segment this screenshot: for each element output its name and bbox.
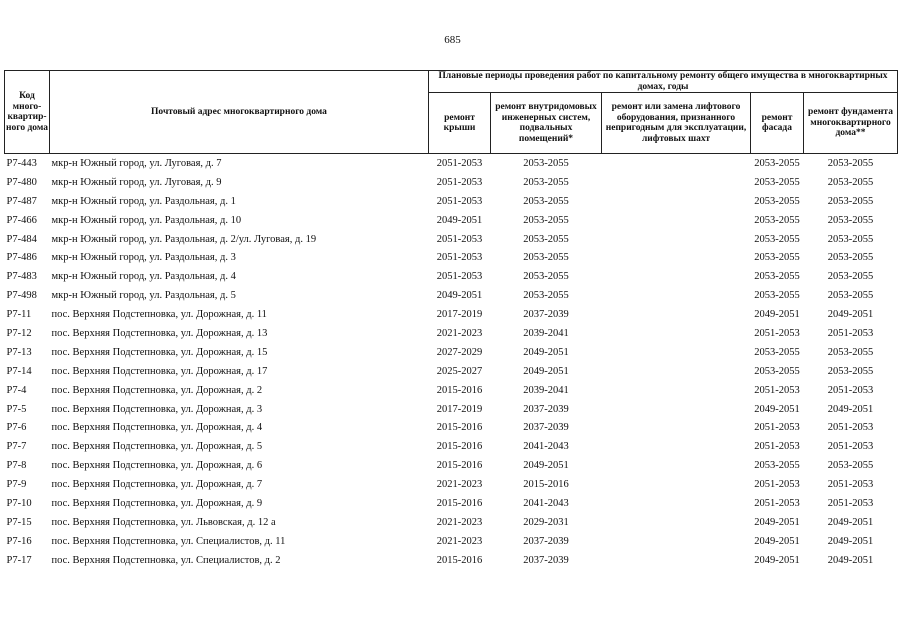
cell-systems: 2041-2043	[523, 497, 569, 509]
cell-roof: 2051-2053	[429, 154, 491, 173]
cell-elevator	[602, 230, 751, 249]
cell-roof: 2017-2019	[436, 403, 483, 415]
table-row	[5, 418, 898, 437]
cell-elevator	[602, 381, 751, 400]
cell-code: P7-4	[6, 384, 27, 396]
cell-facade: 2051-2053	[754, 327, 800, 339]
cell-roof: 2015-2016	[436, 384, 483, 396]
cell-address: мкр-н Южный город, ул. Раздольная, д. 10	[51, 214, 242, 226]
cell-address: пос. Верхняя Подстепновка, ул. Дорожная, д. 5	[51, 441, 263, 453]
cell-elevator	[602, 267, 751, 286]
cell-systems: 2037-2039	[523, 422, 569, 434]
cell-foundation: 2053-2055	[827, 365, 874, 377]
cell-foundation: 2049-2051	[827, 535, 874, 547]
header-address: Почтовый адрес многоквартирного дома	[50, 71, 429, 154]
table-row	[5, 305, 898, 324]
cell-systems: 2053-2055	[491, 154, 602, 173]
header-periods: Плановые периоды проведения работ по капитальному ремонту общего имущества в многоквартирных домах, годы	[429, 71, 898, 93]
cell-code: P7-17	[6, 554, 32, 566]
cell-address: пос. Верхняя Подстепновка, ул. Дорожная, д. 9	[51, 497, 263, 509]
cell-facade: 2053-2055	[754, 346, 800, 358]
cell-roof: 2051-2053	[436, 233, 483, 245]
cell-systems: 2049-2051	[523, 365, 569, 377]
cell-roof: 2025-2027	[436, 365, 483, 377]
cell-address: пос. Верхняя Подстепновка, ул. Дорожная, д. 6	[51, 460, 263, 472]
cell-address: пос. Верхняя Подстепновка, ул. Львовская, д. 12 а	[51, 516, 276, 528]
table-row	[5, 154, 898, 173]
cell-facade: 2049-2051	[754, 309, 800, 321]
cell-foundation: 2049-2051	[827, 403, 874, 415]
cell-foundation: 2051-2053	[827, 384, 874, 396]
cell-foundation: 2049-2051	[827, 309, 874, 321]
cell-roof: 2015-2016	[436, 554, 483, 566]
cell-code: P7-483	[6, 271, 37, 283]
cell-systems: 2053-2055	[523, 214, 569, 226]
table-row	[5, 456, 898, 475]
cell-systems: 2037-2039	[523, 554, 569, 566]
cell-facade: 2049-2051	[754, 535, 800, 547]
cell-systems: 2039-2041	[523, 327, 569, 339]
cell-systems: 2037-2039	[523, 403, 569, 415]
cell-roof: 2021-2023	[436, 479, 483, 491]
cell-elevator	[602, 362, 751, 381]
header-roof: ремонт крыши	[429, 93, 491, 154]
cell-systems: 2053-2055	[523, 233, 569, 245]
cell-code: P7-6	[6, 422, 27, 434]
cell-code: P7-7	[6, 441, 27, 453]
table-row	[5, 192, 898, 211]
cell-address: мкр-н Южный город, ул. Раздольная, д. 5	[51, 290, 236, 302]
table-row	[5, 286, 898, 305]
table-row	[5, 248, 898, 267]
cell-foundation: 2053-2055	[827, 233, 874, 245]
cell-systems: 2015-2016	[523, 479, 569, 491]
cell-systems: 2029-2031	[523, 516, 569, 528]
cell-roof: 2051-2053	[436, 195, 483, 207]
cell-roof: 2027-2029	[436, 346, 483, 358]
cell-elevator	[602, 456, 751, 475]
cell-roof: 2051-2053	[436, 271, 483, 283]
cell-facade: 2049-2051	[754, 554, 800, 566]
cell-roof: 2015-2016	[436, 497, 483, 509]
cell-address: мкр-н Южный город, ул. Раздольная, д. 3	[51, 252, 236, 264]
cell-systems: 2037-2039	[523, 535, 569, 547]
cell-facade: 2053-2055	[754, 233, 800, 245]
cell-code: P7-484	[6, 233, 37, 245]
cell-foundation: 2051-2053	[827, 497, 874, 509]
cell-facade: 2051-2053	[754, 479, 800, 491]
table-row	[5, 400, 898, 419]
cell-foundation: 2053-2055	[827, 195, 874, 207]
cell-foundation: 2053-2055	[827, 460, 874, 472]
cell-foundation: 2051-2053	[827, 441, 874, 453]
cell-foundation: 2053-2055	[827, 252, 874, 264]
cell-code: P7-498	[6, 290, 37, 302]
cell-elevator	[602, 532, 751, 551]
table-row	[5, 230, 898, 249]
cell-facade: 2053-2055	[751, 154, 804, 173]
cell-elevator	[602, 173, 751, 192]
cell-systems: 2053-2055	[523, 252, 569, 264]
cell-code: P7-9	[6, 479, 27, 491]
cell-code: P7-16	[6, 535, 32, 547]
cell-code: P7-14	[6, 365, 32, 377]
table-row	[5, 173, 898, 192]
cell-address: мкр-н Южный город, ул. Луговая, д. 7	[50, 154, 429, 173]
table-header	[5, 71, 898, 154]
cell-code: P7-5	[6, 403, 27, 415]
table-row	[5, 475, 898, 494]
cell-elevator	[602, 286, 751, 305]
cell-systems: 2053-2055	[523, 195, 569, 207]
cell-elevator	[602, 551, 751, 570]
cell-facade: 2053-2055	[754, 271, 800, 283]
cell-systems: 2039-2041	[523, 384, 569, 396]
cell-facade: 2053-2055	[754, 214, 800, 226]
cell-address: мкр-н Южный город, ул. Луговая, д. 9	[51, 176, 222, 188]
cell-elevator	[602, 305, 751, 324]
cell-elevator	[602, 513, 751, 532]
cell-address: пос. Верхняя Подстепновка, ул. Дорожная, д. 11	[51, 309, 267, 321]
table-row	[5, 267, 898, 286]
cell-elevator	[602, 154, 751, 173]
cell-foundation: 2053-2055	[827, 290, 874, 302]
cell-roof: 2049-2051	[436, 214, 483, 226]
cell-code: P7-466	[6, 214, 37, 226]
cell-roof: 2021-2023	[436, 516, 483, 528]
cell-roof: 2015-2016	[436, 460, 483, 472]
table-row	[5, 551, 898, 570]
cell-elevator	[602, 324, 751, 343]
cell-address: мкр-н Южный город, ул. Раздольная, д. 4	[51, 271, 236, 283]
cell-systems: 2041-2043	[523, 441, 569, 453]
cell-facade: 2051-2053	[754, 497, 800, 509]
cell-code: P7-11	[6, 309, 32, 321]
cell-address: пос. Верхняя Подстепновка, ул. Дорожная, д. 13	[51, 327, 268, 339]
header-facade: ремонт фасада	[751, 93, 804, 154]
cell-facade: 2051-2053	[754, 441, 800, 453]
table-body	[5, 154, 898, 570]
cell-systems: 2053-2055	[523, 176, 569, 188]
cell-foundation: 2053-2055	[804, 154, 898, 173]
cell-code: P7-15	[6, 516, 32, 528]
cell-elevator	[602, 192, 751, 211]
cell-address: пос. Верхняя Подстепновка, ул. Специалистов, д. 11	[51, 535, 286, 547]
cell-address: пос. Верхняя Подстепновка, ул. Специалистов, д. 2	[51, 554, 281, 566]
cell-foundation: 2049-2051	[827, 516, 874, 528]
cell-facade: 2053-2055	[754, 460, 800, 472]
cell-roof: 2017-2019	[436, 309, 483, 321]
table-row	[5, 532, 898, 551]
cell-address: пос. Верхняя Подстепновка, ул. Дорожная, д. 15	[51, 346, 268, 358]
cell-facade: 2053-2055	[754, 290, 800, 302]
cell-code: P7-487	[6, 195, 37, 207]
cell-systems: 2049-2051	[523, 460, 569, 472]
cell-elevator	[602, 418, 751, 437]
cell-code: P7-12	[6, 327, 32, 339]
cell-facade: 2049-2051	[754, 403, 800, 415]
page-number: 685	[444, 34, 461, 46]
table-row	[5, 343, 898, 362]
cell-code: P7-443	[5, 154, 50, 173]
cell-code: P7-8	[6, 460, 27, 472]
cell-elevator	[602, 494, 751, 513]
cell-facade: 2053-2055	[754, 252, 800, 264]
cell-facade: 2053-2055	[754, 176, 800, 188]
repair-schedule-table	[4, 70, 898, 570]
cell-roof: 2015-2016	[436, 441, 483, 453]
cell-roof: 2021-2023	[436, 535, 483, 547]
cell-facade: 2053-2055	[754, 195, 800, 207]
cell-code: P7-480	[6, 176, 37, 188]
cell-roof: 2051-2053	[436, 252, 483, 264]
cell-code: P7-486	[6, 252, 37, 264]
cell-roof: 2049-2051	[436, 290, 483, 302]
cell-address: пос. Верхняя Подстепновка, ул. Дорожная, д. 7	[51, 479, 263, 491]
table-row	[5, 513, 898, 532]
cell-foundation: 2049-2051	[827, 554, 874, 566]
table-row	[5, 324, 898, 343]
cell-facade: 2053-2055	[754, 365, 800, 377]
cell-systems: 2049-2051	[523, 346, 569, 358]
cell-elevator	[602, 475, 751, 494]
cell-code: P7-13	[6, 346, 32, 358]
cell-address: мкр-н Южный город, ул. Раздольная, д. 2/ул. Луговая, д. 19	[51, 233, 317, 245]
cell-foundation: 2053-2055	[827, 176, 874, 188]
cell-address: пос. Верхняя Подстепновка, ул. Дорожная, д. 3	[51, 403, 263, 415]
cell-roof: 2015-2016	[436, 422, 483, 434]
cell-address: пос. Верхняя Подстепновка, ул. Дорожная, д. 2	[51, 384, 263, 396]
cell-foundation: 2051-2053	[827, 327, 874, 339]
header-code: Код много-квартир-ного дома	[5, 71, 50, 154]
cell-elevator	[602, 248, 751, 267]
cell-elevator	[602, 437, 751, 456]
cell-code: P7-10	[6, 497, 32, 509]
cell-facade: 2051-2053	[754, 384, 800, 396]
header-foundation: ремонт фундамента многоквартирного дома**	[804, 93, 898, 154]
cell-foundation: 2053-2055	[827, 214, 874, 226]
table-row	[5, 211, 898, 230]
cell-address: пос. Верхняя Подстепновка, ул. Дорожная, д. 4	[51, 422, 263, 434]
cell-foundation: 2051-2053	[827, 479, 874, 491]
header-systems: ремонт внутридомовых инженерных систем, подвальных помещений*	[491, 93, 602, 154]
cell-address: пос. Верхняя Подстепновка, ул. Дорожная, д. 17	[51, 365, 268, 377]
cell-address: мкр-н Южный город, ул. Раздольная, д. 1	[51, 195, 236, 207]
table-row	[5, 362, 898, 381]
cell-systems: 2037-2039	[523, 309, 569, 321]
cell-foundation: 2053-2055	[827, 271, 874, 283]
cell-roof: 2021-2023	[436, 327, 483, 339]
cell-systems: 2053-2055	[523, 271, 569, 283]
table-row	[5, 494, 898, 513]
cell-facade: 2051-2053	[754, 422, 800, 434]
cell-facade: 2049-2051	[754, 516, 800, 528]
table-row	[5, 381, 898, 400]
header-elevator: ремонт или замена лифтового оборудования, признанного непригодным для эксплуатации, лифтовых шахт	[602, 93, 751, 154]
table-row	[5, 437, 898, 456]
cell-elevator	[602, 211, 751, 230]
cell-systems: 2053-2055	[523, 290, 569, 302]
cell-roof: 2051-2053	[436, 176, 483, 188]
cell-elevator	[602, 400, 751, 419]
cell-foundation: 2051-2053	[827, 422, 874, 434]
cell-elevator	[602, 343, 751, 362]
cell-foundation: 2053-2055	[827, 346, 874, 358]
